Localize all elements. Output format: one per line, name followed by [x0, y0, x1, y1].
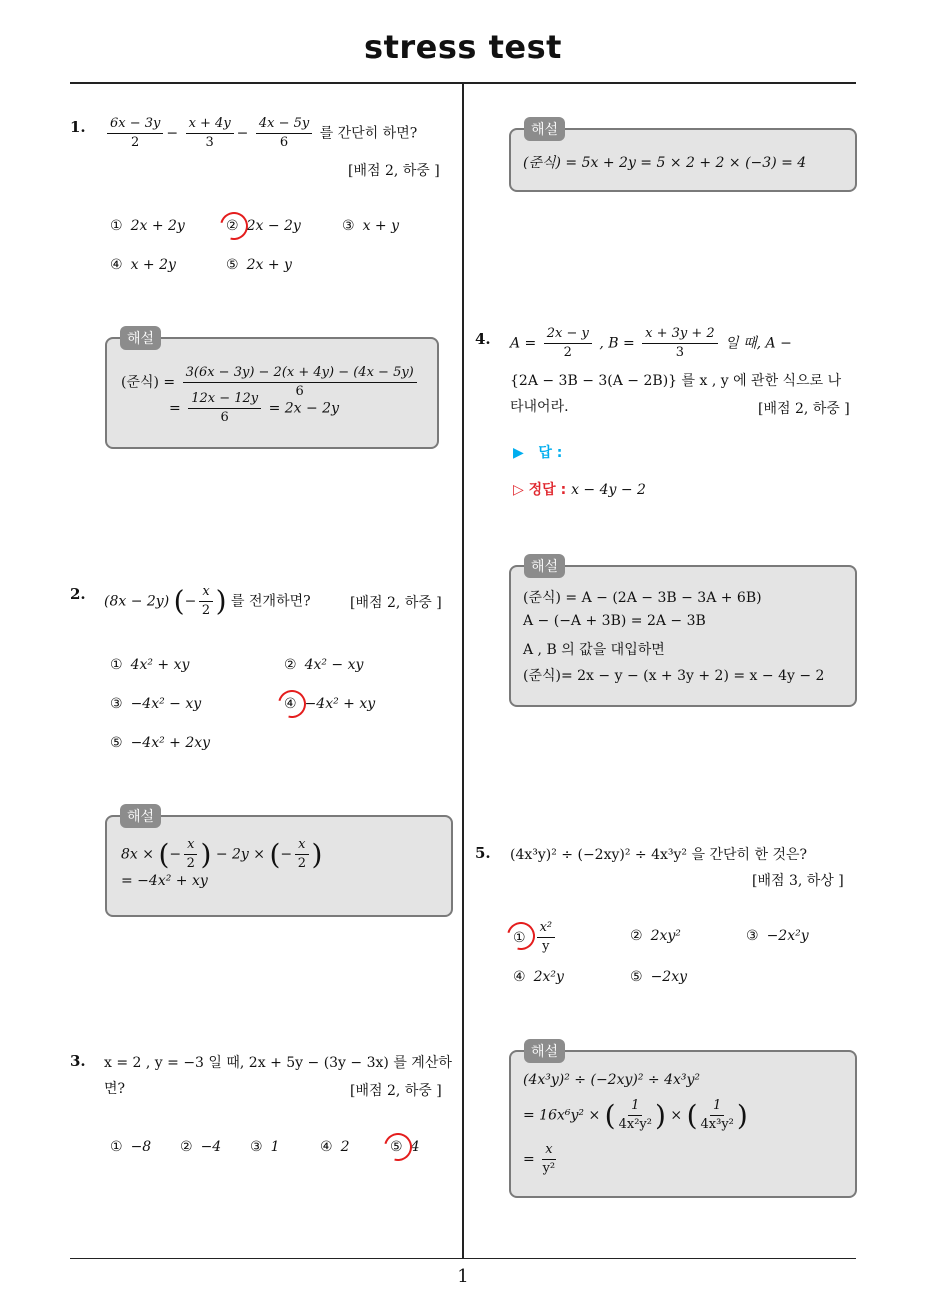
q1-option-1[interactable]: ① 2x + 2y [110, 218, 185, 234]
q3-solution-tag: 해설 [524, 117, 565, 141]
q2-option-3[interactable]: ③ −4x² − xy [110, 696, 202, 712]
question-2-stem: (8x − 2y) (− $\frac{x}{2}$ ) 를 전개하면? [104, 584, 311, 618]
q3-meta: [배점 2, 하중 ] [350, 1083, 442, 1099]
question-4-line-2: {2A − 3B − 3(A − 2B)} 를 x , y 에 관한 식으로 나 [510, 373, 842, 389]
q2-answer-mark [273, 685, 311, 723]
q1-solution-tag: 해설 [120, 326, 161, 350]
q3-option-3[interactable]: ③ 1 [250, 1139, 280, 1155]
q2-option-5[interactable]: ⑤ −4x² + 2xy [110, 735, 211, 751]
q1-solution-box: (준식) = $\frac{3(6x - 3y) - 2(x + 4y) - (4x - 5y)}{6}$ = $\frac{12x - 12y}{6}$ = 2x − 2y [105, 337, 439, 449]
q3-solution-box: (준식) = 5x + 2y = 5 × 2 + 2 × (−3) = 4 [509, 128, 857, 192]
q1-option-4[interactable]: ④ x + 2y [110, 257, 176, 273]
bottom-rule [70, 1258, 856, 1259]
q1-fraction-1: $\frac{6x - 3y}{2}$ [107, 116, 163, 151]
question-1-number: 1. [70, 118, 86, 136]
q5-solution-tag: 해설 [524, 1039, 565, 1063]
q2-option-2[interactable]: ② 4x² − xy [284, 657, 364, 673]
question-4-line-3: 타내어라. [510, 399, 569, 415]
outline-arrow-icon: ▷ [513, 482, 524, 498]
page-title: stress test [364, 28, 562, 66]
q3-option-1[interactable]: ① −8 [110, 1139, 152, 1155]
question-1-stem: $\frac{6x - 3y}{2}$ − $\frac{x + 4y}{3}$ − $\frac{4x - 5y}{6}$ 를 간단히 하면? [104, 116, 417, 151]
q4-solution-tag: 해설 [524, 554, 565, 578]
q1-answer-mark [215, 207, 253, 245]
question-5-number: 5. [475, 844, 491, 862]
q2-option-1[interactable]: ① 4x² + xy [110, 657, 190, 673]
q2-meta: [배점 2, 하중 ] [350, 595, 442, 611]
q4-meta: [배점 2, 하중 ] [758, 401, 850, 417]
question-5-stem: (4x³y)² ÷ (−2xy)² ÷ 4x³y² 을 간단히 한 것은? [510, 847, 808, 863]
q2-option-4[interactable]: ④ −4x² + xy [284, 696, 376, 712]
q4-solution-box: (준식) = A − (2A − 3B − 3A + 6B) A − (−A + 3B) = 2A − 3B A , B 의 값을 대입하면 (준식)= 2x − y − (x + 3y + 2) = x − 4y − 2 [509, 565, 857, 707]
column-divider [462, 84, 464, 1258]
q1-meta: [배점 2, 하중 ] [348, 163, 440, 179]
q5-option-3[interactable]: ③ −2x²y [746, 928, 809, 944]
q5-meta: [배점 3, 하상 ] [752, 873, 844, 889]
question-4-number: 4. [475, 330, 491, 348]
q4-correct-row: ▷ 정답 : x − 4y − 2 [513, 482, 646, 498]
q5-option-5[interactable]: ⑤ −2xy [630, 969, 688, 985]
question-2-number: 2. [70, 585, 86, 603]
play-arrow-icon: ▶ [513, 445, 524, 461]
q1-sol-lead: (준식) = [121, 374, 176, 391]
question-4-line-1: A = $\frac{2x - y}{2}$ , B = $\frac{x + 3y + 2}{3}$ 일 때, A − [510, 326, 792, 360]
q1-option-5[interactable]: ⑤ 2x + y [226, 257, 292, 273]
question-3-line-2: 면? [104, 1081, 126, 1097]
q3-option-2[interactable]: ② −4 [180, 1139, 222, 1155]
q2-solution-tag: 해설 [120, 804, 161, 828]
q5-option-4[interactable]: ④ 2x²y [513, 969, 564, 985]
q1-fraction-3: $\frac{4x - 5y}{6}$ [256, 116, 312, 151]
q3-option-4[interactable]: ④ 2 [320, 1139, 350, 1155]
question-3-line-1: x = 2 , y = −3 일 때, 2x + 5y − (3y − 3x) 를 계산하 [104, 1055, 452, 1071]
q2-solution-box: 8x × (− $\frac{x}{2}$ ) − 2y × (− $\frac{x}{2}$ ) = −4x² + xy [105, 815, 453, 917]
q1-fraction-2: $\frac{x + 4y}{3}$ [186, 116, 234, 151]
question-3-number: 3. [70, 1052, 86, 1070]
q5-solution-box: (4x³y)² ÷ (−2xy)² ÷ 4x³y² = 16x⁶y² × ( $\frac{1}{\text{4x²y²}}$ ) × ( $\frac{1}{\text{4x³y²}}$ ) = $\frac{x}{\text{y²}}$ [509, 1050, 857, 1198]
q5-option-1[interactable]: ① $\frac{\text{x²}}{y}$ [513, 920, 558, 955]
q1-option-3[interactable]: ③ x + y [342, 218, 399, 234]
q1-text: 를 간단히 하면? [319, 125, 418, 142]
page-number: 1 [457, 1266, 469, 1287]
q3-answer-mark [379, 1128, 420, 1166]
q5-option-2[interactable]: ② 2xy² [630, 928, 681, 944]
q4-answer-row: ▶ 답 : [513, 445, 563, 461]
q3-option-5[interactable]: ⑤ 4 [390, 1139, 420, 1155]
q1-option-2[interactable]: ② 2x − 2y [226, 218, 301, 234]
